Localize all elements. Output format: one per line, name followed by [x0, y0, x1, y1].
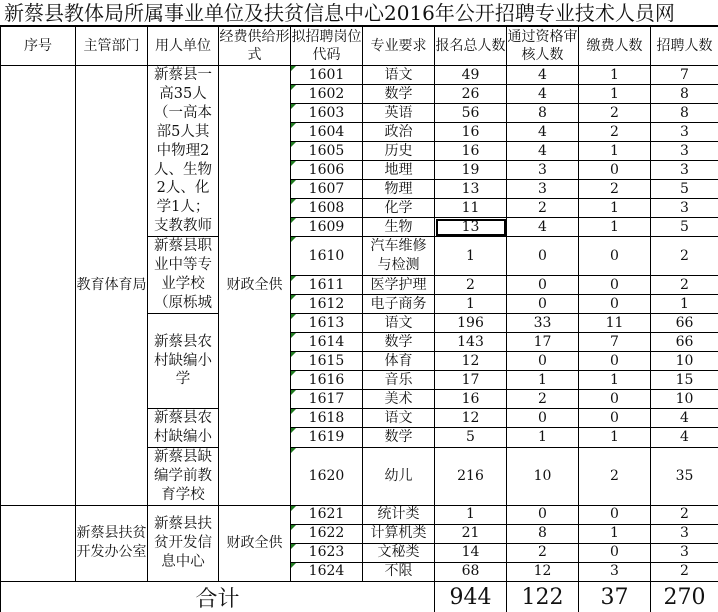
- qualified-cell[interactable]: 4: [507, 66, 579, 85]
- major-cell[interactable]: 音乐: [363, 371, 435, 390]
- paid-cell[interactable]: 1: [579, 371, 651, 390]
- hiring-cell[interactable]: 8: [651, 85, 718, 104]
- qualified-cell[interactable]: 4: [507, 218, 579, 237]
- position-code-cell[interactable]: 1622: [291, 524, 363, 543]
- major-cell[interactable]: 政治: [363, 123, 435, 142]
- hiring-cell[interactable]: 2: [651, 562, 718, 581]
- total-value[interactable]: 944: [435, 581, 507, 612]
- position-code-cell[interactable]: 1619: [291, 428, 363, 447]
- position-code-cell[interactable]: 1608: [291, 199, 363, 218]
- hiring-cell[interactable]: 66: [651, 314, 718, 333]
- paid-cell[interactable]: 0: [579, 237, 651, 276]
- hiring-cell[interactable]: 4: [651, 409, 718, 428]
- hiring-cell[interactable]: 3: [651, 142, 718, 161]
- position-code-cell[interactable]: 1603: [291, 104, 363, 123]
- column-header[interactable]: 报名总人数: [435, 27, 507, 66]
- applicants-cell[interactable]: 13: [435, 180, 507, 199]
- department-cell[interactable]: 新蔡县扶贫开发办公室: [76, 505, 148, 581]
- table-row: [1, 66, 718, 85]
- total-value[interactable]: 122: [507, 581, 579, 612]
- qualified-cell[interactable]: 3: [507, 180, 579, 199]
- paid-cell[interactable]: 2: [579, 104, 651, 123]
- position-code-cell[interactable]: 1611: [291, 276, 363, 295]
- qualified-cell[interactable]: 0: [507, 237, 579, 276]
- position-code-cell[interactable]: 1618: [291, 409, 363, 428]
- column-header[interactable]: 缴费人数: [579, 27, 651, 66]
- header-row: [1, 27, 718, 66]
- position-code-cell[interactable]: 1606: [291, 161, 363, 180]
- column-header[interactable]: 序号: [1, 27, 76, 66]
- major-cell[interactable]: 数学: [363, 428, 435, 447]
- applicants-cell[interactable]: 1: [435, 237, 507, 276]
- applicants-cell[interactable]: 21: [435, 524, 507, 543]
- paid-cell[interactable]: 1: [579, 524, 651, 543]
- total-label[interactable]: 合计: [1, 581, 435, 612]
- hiring-cell[interactable]: 1: [651, 295, 718, 314]
- position-code-cell[interactable]: 1617: [291, 390, 363, 409]
- applicants-cell[interactable]: 16: [435, 142, 507, 161]
- hiring-cell[interactable]: 3: [651, 524, 718, 543]
- hiring-cell[interactable]: 3: [651, 199, 718, 218]
- total-value[interactable]: 37: [579, 581, 651, 612]
- major-cell[interactable]: 电子商务: [363, 295, 435, 314]
- major-cell[interactable]: 医学护理: [363, 276, 435, 295]
- paid-cell[interactable]: 0: [579, 352, 651, 371]
- paid-cell[interactable]: 0: [579, 409, 651, 428]
- serial-cell[interactable]: [1, 505, 76, 581]
- hiring-cell[interactable]: 5: [651, 218, 718, 237]
- hiring-cell[interactable]: 2: [651, 237, 718, 276]
- column-header[interactable]: 用人单位: [148, 27, 219, 66]
- hiring-cell[interactable]: 5: [651, 180, 718, 199]
- applicants-cell[interactable]: 5: [435, 428, 507, 447]
- applicants-cell[interactable]: 17: [435, 371, 507, 390]
- position-code-cell[interactable]: 1605: [291, 142, 363, 161]
- qualified-cell[interactable]: 0: [507, 505, 579, 524]
- total-value[interactable]: 270: [651, 581, 718, 612]
- hiring-cell[interactable]: 8: [651, 104, 718, 123]
- sheet-title[interactable]: 新蔡县教体局所属事业单位及扶贫信息中心2016年公开招聘专业技术人员网: [0, 0, 718, 26]
- position-code-cell[interactable]: 1601: [291, 66, 363, 85]
- major-cell[interactable]: 历史: [363, 142, 435, 161]
- table-row: [1, 505, 718, 524]
- hiring-cell[interactable]: 15: [651, 371, 718, 390]
- unit-cell[interactable]: 新蔡县缺编学前教育学校: [148, 447, 219, 505]
- column-header[interactable]: 经费供给形式: [219, 27, 291, 66]
- paid-cell[interactable]: 1: [579, 218, 651, 237]
- column-header[interactable]: 主管部门: [76, 27, 148, 66]
- position-code-cell[interactable]: 1621: [291, 505, 363, 524]
- applicants-cell[interactable]: 143: [435, 333, 507, 352]
- position-code-cell[interactable]: 1613: [291, 314, 363, 333]
- funding-cell[interactable]: 财政全供: [219, 66, 291, 506]
- qualified-cell[interactable]: 10: [507, 447, 579, 505]
- qualified-cell[interactable]: 4: [507, 142, 579, 161]
- applicants-cell[interactable]: 1: [435, 505, 507, 524]
- paid-cell[interactable]: 7: [579, 333, 651, 352]
- paid-cell[interactable]: 1: [579, 142, 651, 161]
- applicants-cell[interactable]: 68: [435, 562, 507, 581]
- hiring-cell[interactable]: 3: [651, 123, 718, 142]
- major-cell[interactable]: 物理: [363, 180, 435, 199]
- paid-cell[interactable]: 1: [579, 199, 651, 218]
- column-header[interactable]: 专业要求: [363, 27, 435, 66]
- major-cell[interactable]: 统计类: [363, 505, 435, 524]
- applicants-cell[interactable]: 196: [435, 314, 507, 333]
- qualified-cell[interactable]: 3: [507, 161, 579, 180]
- qualified-cell[interactable]: 17: [507, 333, 579, 352]
- qualified-cell[interactable]: 0: [507, 352, 579, 371]
- department-cell[interactable]: 教育体育局: [76, 66, 148, 506]
- applicants-cell[interactable]: 16: [435, 390, 507, 409]
- column-header[interactable]: 通过资格审核人数: [507, 27, 579, 66]
- paid-cell[interactable]: 2: [579, 180, 651, 199]
- paid-cell[interactable]: 0: [579, 390, 651, 409]
- hiring-cell[interactable]: 35: [651, 447, 718, 505]
- applicants-cell[interactable]: 12: [435, 409, 507, 428]
- paid-cell[interactable]: 3: [579, 562, 651, 581]
- position-code-cell[interactable]: 1602: [291, 85, 363, 104]
- position-code-cell[interactable]: 1607: [291, 180, 363, 199]
- qualified-cell[interactable]: 0: [507, 409, 579, 428]
- major-cell[interactable]: 汽车维修与检测: [363, 237, 435, 276]
- qualified-cell[interactable]: 4: [507, 85, 579, 104]
- position-code-cell[interactable]: 1623: [291, 543, 363, 562]
- major-cell[interactable]: 化学: [363, 199, 435, 218]
- unit-cell[interactable]: 新蔡县扶贫开发信息中心: [148, 505, 219, 581]
- paid-cell[interactable]: 0: [579, 276, 651, 295]
- qualified-cell[interactable]: 1: [507, 371, 579, 390]
- position-code-cell[interactable]: 1614: [291, 333, 363, 352]
- position-code-cell[interactable]: 1609: [291, 218, 363, 237]
- unit-cell[interactable]: 新蔡县职业中等专业学校（原栎城: [148, 237, 219, 314]
- paid-cell[interactable]: 0: [579, 161, 651, 180]
- major-cell[interactable]: 美术: [363, 390, 435, 409]
- hiring-cell[interactable]: 10: [651, 390, 718, 409]
- qualified-cell[interactable]: 2: [507, 543, 579, 562]
- hiring-cell[interactable]: 3: [651, 543, 718, 562]
- position-code-cell[interactable]: 1620: [291, 447, 363, 505]
- major-cell[interactable]: 语文: [363, 409, 435, 428]
- qualified-cell[interactable]: 12: [507, 562, 579, 581]
- applicants-cell[interactable]: 216: [435, 447, 507, 505]
- qualified-cell[interactable]: 33: [507, 314, 579, 333]
- column-header[interactable]: 拟招聘岗位代码: [291, 27, 363, 66]
- applicants-cell[interactable]: 12: [435, 352, 507, 371]
- paid-cell[interactable]: 0: [579, 295, 651, 314]
- hiring-cell[interactable]: 4: [651, 428, 718, 447]
- applicants-cell[interactable]: 19: [435, 161, 507, 180]
- qualified-cell[interactable]: 1: [507, 428, 579, 447]
- recruitment-table: [0, 26, 718, 612]
- position-code-cell[interactable]: 1615: [291, 352, 363, 371]
- applicants-cell[interactable]: 14: [435, 543, 507, 562]
- unit-cell[interactable]: 新蔡县农村缺编小学: [148, 314, 219, 409]
- hiring-cell[interactable]: 66: [651, 333, 718, 352]
- major-cell[interactable]: 语文: [363, 314, 435, 333]
- unit-cell[interactable]: 新蔡县一高35人（一高本部5人其中物理2人、生物2人、化学1人；支教教师: [148, 66, 219, 237]
- paid-cell[interactable]: 2: [579, 123, 651, 142]
- major-cell[interactable]: 不限: [363, 562, 435, 581]
- qualified-cell[interactable]: 4: [507, 123, 579, 142]
- major-cell[interactable]: 体育: [363, 352, 435, 371]
- paid-cell[interactable]: 11: [579, 314, 651, 333]
- applicants-cell[interactable]: 49: [435, 66, 507, 85]
- qualified-cell[interactable]: 8: [507, 524, 579, 543]
- major-cell[interactable]: 文秘类: [363, 543, 435, 562]
- major-cell[interactable]: 数学: [363, 85, 435, 104]
- serial-cell[interactable]: [1, 66, 76, 506]
- major-cell[interactable]: 计算机类: [363, 524, 435, 543]
- paid-cell[interactable]: 1: [579, 428, 651, 447]
- hiring-cell[interactable]: 10: [651, 352, 718, 371]
- column-header[interactable]: 招聘人数: [651, 27, 718, 66]
- applicants-cell[interactable]: 11: [435, 199, 507, 218]
- qualified-cell[interactable]: 0: [507, 295, 579, 314]
- paid-cell[interactable]: 1: [579, 85, 651, 104]
- major-cell[interactable]: 英语: [363, 104, 435, 123]
- applicants-cell[interactable]: 2: [435, 276, 507, 295]
- hiring-cell[interactable]: 7: [651, 66, 718, 85]
- major-cell[interactable]: 语文: [363, 66, 435, 85]
- hiring-cell[interactable]: 2: [651, 505, 718, 524]
- applicants-cell[interactable]: 1: [435, 295, 507, 314]
- applicants-cell[interactable]: 26: [435, 85, 507, 104]
- qualified-cell[interactable]: 0: [507, 276, 579, 295]
- funding-cell[interactable]: 财政全供: [219, 505, 291, 581]
- major-cell[interactable]: 幼儿: [363, 447, 435, 505]
- applicants-cell[interactable]: 56: [435, 104, 507, 123]
- major-cell[interactable]: 地理: [363, 161, 435, 180]
- major-cell[interactable]: 数学: [363, 333, 435, 352]
- paid-cell[interactable]: 0: [579, 505, 651, 524]
- applicants-cell[interactable]: 16: [435, 123, 507, 142]
- hiring-cell[interactable]: 2: [651, 276, 718, 295]
- qualified-cell[interactable]: 2: [507, 390, 579, 409]
- paid-cell[interactable]: 1: [579, 66, 651, 85]
- total-row: [1, 581, 718, 612]
- major-cell[interactable]: 生物: [363, 218, 435, 237]
- unit-cell[interactable]: 新蔡县农村缺编小: [148, 409, 219, 448]
- applicants-cell[interactable]: 13: [435, 218, 507, 237]
- qualified-cell[interactable]: 8: [507, 104, 579, 123]
- position-code-cell[interactable]: 1612: [291, 295, 363, 314]
- hiring-cell[interactable]: 3: [651, 161, 718, 180]
- position-code-cell[interactable]: 1624: [291, 562, 363, 581]
- position-code-cell[interactable]: 1604: [291, 123, 363, 142]
- position-code-cell[interactable]: 1610: [291, 237, 363, 276]
- paid-cell[interactable]: 0: [579, 543, 651, 562]
- paid-cell[interactable]: 2: [579, 447, 651, 505]
- position-code-cell[interactable]: 1616: [291, 371, 363, 390]
- qualified-cell[interactable]: 2: [507, 199, 579, 218]
